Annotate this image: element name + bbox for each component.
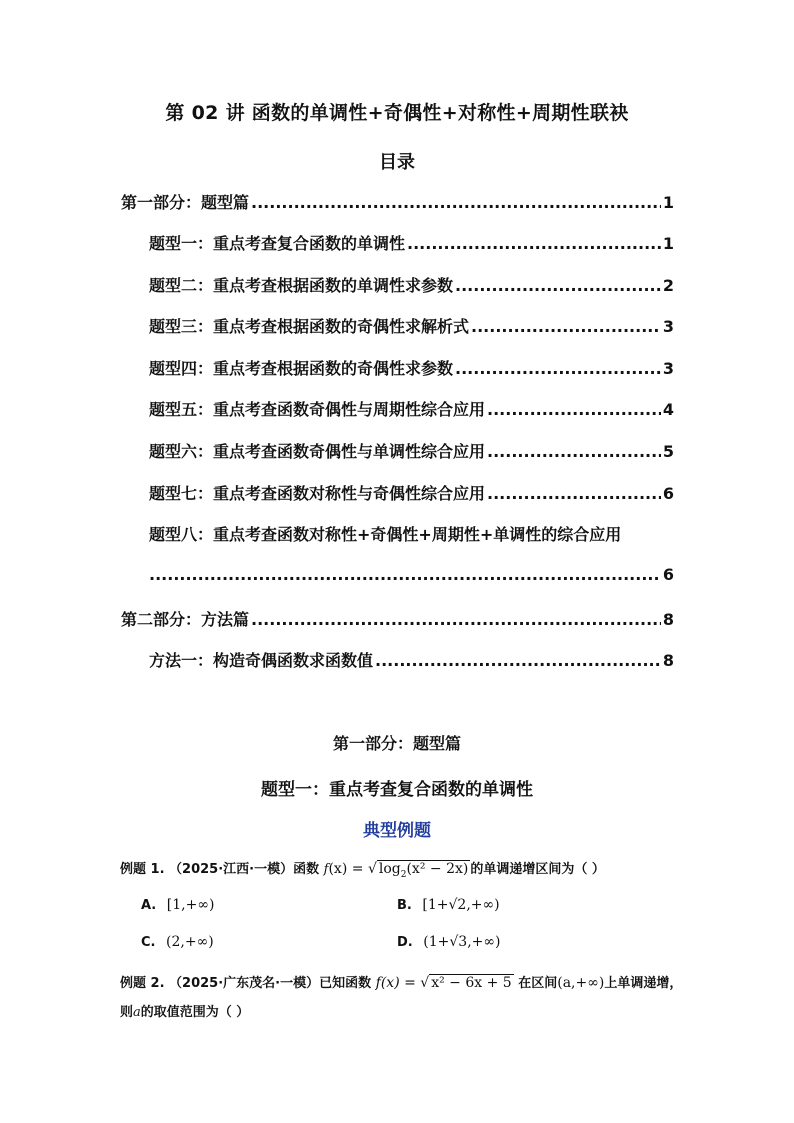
question-prefix: 则	[120, 1005, 134, 1020]
toc-leader-dots	[487, 400, 661, 419]
function-name: f	[323, 862, 329, 877]
toc-entry-label: 题型五：重点考查函数奇偶性与周期性综合应用	[149, 400, 486, 419]
function-var: (x)	[328, 861, 348, 877]
option-letter: A.	[141, 898, 157, 913]
equals-sign: =	[347, 861, 368, 877]
toc-leader-dots	[407, 234, 661, 253]
toc-entry-type3[interactable]	[149, 314, 674, 337]
variable-a: a	[133, 1005, 141, 1020]
toc-entry-part1[interactable]	[121, 190, 674, 213]
toc-leader-dots	[375, 651, 661, 670]
toc-entry-label: 题型七：重点考查函数对称性与奇偶性综合应用	[149, 484, 486, 503]
toc-page-number: 6	[662, 484, 674, 503]
option-letter: B.	[397, 898, 412, 913]
part-title: 第一部分：题型篇	[332, 734, 461, 753]
toc-entry-type4[interactable]	[149, 356, 674, 379]
toc-page-number: 2	[662, 276, 674, 295]
option-letter: C.	[141, 935, 156, 950]
option-text: [1,+∞)	[166, 897, 215, 913]
toc-leader-dots	[471, 317, 661, 336]
question-prefix: 函数	[293, 862, 320, 877]
option-a[interactable]	[141, 897, 214, 913]
sqrt-icon: √	[420, 975, 430, 991]
toc-entry-label: 第一部分：题型篇	[121, 193, 250, 212]
toc-entry-type8[interactable]	[149, 565, 674, 584]
toc-page-number: 8	[662, 610, 674, 629]
question-mid: 在区间	[518, 976, 558, 991]
radicand	[377, 860, 470, 880]
toc-entry-type6[interactable]	[149, 439, 674, 462]
toc-leader-dots	[455, 276, 661, 295]
toc-leader-dots	[487, 484, 661, 503]
radicand: x² − 6x + 5	[431, 975, 512, 991]
example-2-question-line2	[120, 1001, 249, 1020]
question-prefix: 已知函数	[319, 976, 372, 991]
toc-leader-dots	[251, 193, 661, 212]
example-1-question	[120, 858, 605, 880]
option-b[interactable]	[397, 897, 500, 913]
question-suffix: 的取值范围为（ ）	[140, 1005, 250, 1020]
toc-entry-type8-label[interactable]: 题型八：重点考查函数对称性+奇偶性+周期性+单调性的综合应用	[149, 525, 622, 544]
toc-page-number: 3	[662, 317, 674, 336]
example-label: 例题 2.	[120, 976, 165, 991]
example-2-question	[120, 972, 682, 991]
option-c[interactable]	[141, 934, 214, 950]
toc-leader-dots	[251, 610, 661, 629]
toc-page-number: 8	[662, 651, 674, 670]
toc-page-number: 1	[662, 234, 674, 253]
toc-entry-label: 题型三：重点考查根据函数的奇偶性求解析式	[149, 317, 470, 336]
toc-entry-part2[interactable]	[121, 607, 674, 630]
type-title: 题型一：重点考查复合函数的单调性	[261, 780, 533, 800]
toc-leader-dots	[455, 359, 661, 378]
toc-entry-label: 第二部分：方法篇	[121, 610, 250, 629]
toc-entry-type7[interactable]	[149, 481, 674, 504]
toc-entry-label: 题型六：重点考查函数奇偶性与单调性综合应用	[149, 442, 486, 461]
toc-entry-method1[interactable]	[149, 648, 674, 671]
subsection-title: 典型例题	[363, 821, 431, 841]
option-letter: D.	[397, 935, 413, 950]
sqrt-icon: √	[367, 861, 377, 877]
toc-leader-dots	[149, 565, 661, 584]
toc-page-number: 5	[662, 442, 674, 461]
toc-page-number: 6	[662, 565, 674, 584]
question-suffix: 上单调递增，	[604, 976, 683, 991]
toc-heading: 目录	[379, 152, 415, 173]
example-source: （2025·江西·一模）	[169, 862, 294, 877]
page-title: 第 02 讲 函数的单调性+奇偶性+对称性+周期性联袂	[165, 102, 629, 124]
toc-entry-label: 题型一：重点考查复合函数的单调性	[149, 234, 406, 253]
toc-entry-label: 方法一：构造奇偶函数求函数值	[149, 651, 374, 670]
toc-entry-type5[interactable]	[149, 397, 674, 420]
question-suffix: 的单调递增区间为（ ）	[470, 862, 605, 877]
toc-leader-dots	[487, 442, 661, 461]
log-base: 2	[400, 869, 407, 880]
option-text: (2,+∞)	[166, 934, 214, 950]
toc-page-number: 3	[662, 359, 674, 378]
option-text: (1+√3,+∞)	[423, 934, 501, 950]
toc-page-number: 4	[662, 400, 674, 419]
toc-entry-label: 题型四：重点考查根据函数的奇偶性求参数	[149, 359, 454, 378]
toc-page-number: 1	[662, 193, 674, 212]
toc-entry-label: 题型二：重点考查根据函数的单调性求参数	[149, 276, 454, 295]
example-label: 例题 1.	[120, 862, 165, 877]
example-source: （2025·广东茂名·一模）	[169, 976, 320, 991]
option-d[interactable]	[397, 934, 501, 950]
toc-entry-type1[interactable]	[149, 231, 674, 254]
toc-entry-type2[interactable]	[149, 273, 674, 296]
log-argument: (x² − 2x)	[406, 861, 469, 877]
log-text: log	[378, 861, 401, 877]
function-expression: f(x) =	[375, 975, 421, 991]
option-text: [1+√2,+∞)	[422, 897, 500, 913]
interval: (a,+∞)	[557, 975, 605, 991]
